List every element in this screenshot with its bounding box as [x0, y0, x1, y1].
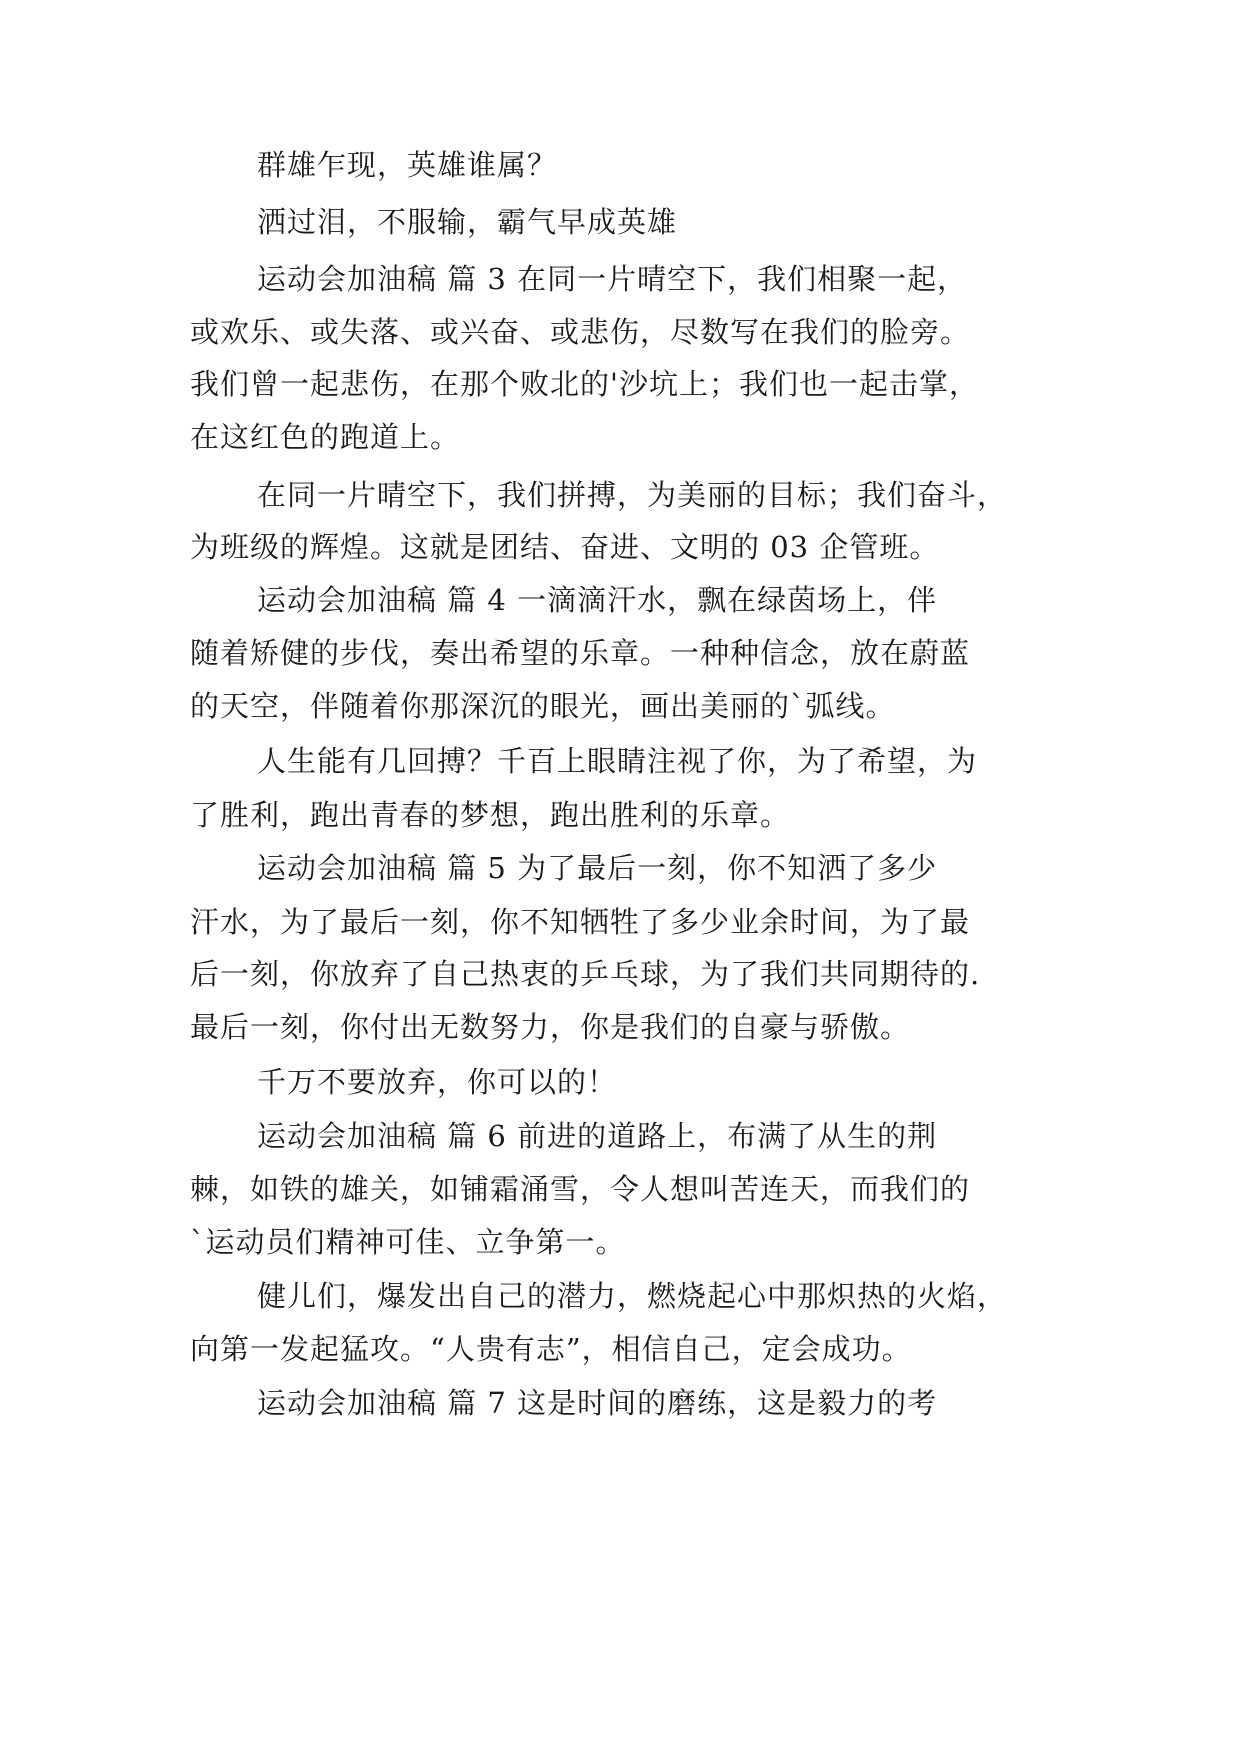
text-line: 群雄乍现，英雄谁属？: [257, 148, 558, 182]
text-line: 汗水，为了最后一刻，你不知牺牲了多少业余时间，为了最: [190, 905, 971, 939]
text-line: 的天空，伴随着你那深沉的眼光，画出美丽的`弧线。: [190, 689, 896, 723]
text-line: 在这红色的跑道上。: [190, 420, 461, 454]
text-line: 人生能有几回搏？千百上眼睛注视了你，为了希望，为: [257, 744, 978, 778]
text-line: 我们曾一起悲伤，在那个败北的'沙坑上；我们也一起击掌，: [190, 367, 979, 401]
section-heading-line: 运动会加油稿 篇 5 为了最后一刻，你不知洒了多少: [257, 851, 938, 885]
text-line: 随着矫健的步伐，奏出希望的乐章。一种种信念，放在蔚蓝: [190, 636, 971, 670]
section-heading-line: 运动会加油稿 篇 7 这是时间的磨练，这是毅力的考: [257, 1386, 938, 1420]
text-line: 了胜利，跑出青春的梦想，跑出胜利的乐章。: [190, 798, 791, 832]
text-line: 健儿们，爆发出自己的潜力，燃烧起心中那炽热的火焰，: [257, 1279, 1008, 1313]
text-line: 为班级的辉煌。这就是团结、奋进、文明的 03 企管班。: [190, 530, 940, 564]
text-line: 或欢乐、或失落、或兴奋、或悲伤，尽数写在我们的脸旁。: [190, 315, 971, 349]
text-line: 最后一刻，你付出无数努力，你是我们的自豪与骄傲。: [190, 1010, 911, 1044]
text-line: 千万不要放弃，你可以的！: [257, 1065, 618, 1099]
section-heading-line: 运动会加油稿 篇 4 一滴滴汗水，飘在绿茵场上，伴: [257, 583, 938, 617]
text-line: `运动员们精神可佳、立争第一。: [190, 1225, 626, 1259]
text-line: 棘，如铁的雄关，如铺霜涌雪，令人想叫苦连天，而我们的: [190, 1172, 971, 1206]
section-heading-line: 运动会加油稿 篇 3 在同一片晴空下，我们相聚一起，: [257, 262, 968, 296]
text-line: 洒过泪，不服输，霸气早成英雄: [257, 205, 678, 239]
text-line: 向第一发起猛攻。“人贵有志”，相信自己，定会成功。: [190, 1332, 912, 1366]
text-line: 后一刻，你放弃了自己热衷的乒乓球，为了我们共同期待的.: [190, 957, 981, 991]
section-heading-line: 运动会加油稿 篇 6 前进的道路上，布满了从生的荆: [257, 1119, 938, 1153]
text-line: 在同一片晴空下，我们拼搏，为美丽的目标；我们奋斗，: [257, 478, 1008, 512]
